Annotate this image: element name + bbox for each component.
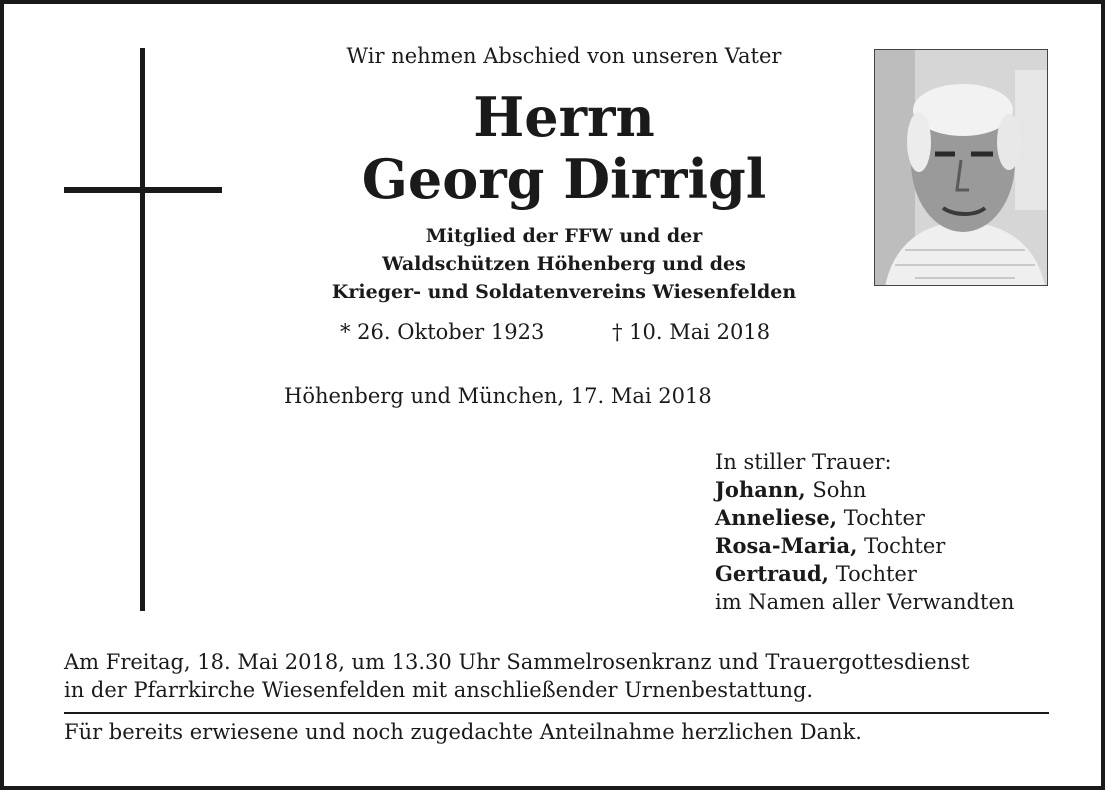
list-item (715, 532, 1014, 560)
deceased-name: Georg Dirrigl (361, 147, 767, 211)
membership-line: Waldschützen Höhenberg und des (382, 253, 746, 275)
membership-line: Mitglied der FFW und der (425, 225, 703, 247)
thanks-text: Für bereits erwiesene und noch zugedachte Anteilnahme herzlichen Dank. (64, 720, 862, 744)
mourner-name: Gertraud, (715, 561, 829, 586)
list-item (715, 504, 1014, 532)
membership-line: Krieger- und Soldatenvereins Wiesenfelden (331, 281, 797, 303)
mourner-relation: Tochter (835, 562, 917, 586)
portrait-photo (874, 49, 1048, 286)
birth-date: * 26. Oktober 1923 (340, 320, 545, 344)
list-item (715, 476, 1014, 504)
intro-text: Wir nehmen Abschied von unseren Vater (346, 44, 782, 68)
death-date: † 10. Mai 2018 (612, 320, 771, 344)
mourners-list (715, 448, 1014, 616)
portrait-icon (875, 50, 1048, 286)
cross-icon-horizontal-bar (64, 187, 222, 193)
service-line: Am Freitag, 18. Mai 2018, um 13.30 Uhr Sammelrosenkranz und Trauergottesdienst (64, 650, 970, 674)
mourning-intro: In stiller Trauer: (715, 450, 892, 474)
place-and-date: Höhenberg und München, 17. Mai 2018 (284, 384, 712, 408)
mourner-relation: Tochter (864, 534, 946, 558)
mourner-name: Anneliese, (715, 505, 838, 530)
funeral-service-info (64, 648, 969, 704)
life-dates (340, 320, 800, 344)
mourner-relation: Tochter (843, 506, 925, 530)
divider (64, 712, 1049, 714)
list-item (715, 560, 1014, 588)
mourner-name: Rosa-Maria, (715, 533, 858, 558)
mourner-relation: Sohn (812, 478, 867, 502)
honorific-title: Herrn (473, 85, 655, 149)
membership-block (274, 222, 854, 306)
mourner-name: Johann, (715, 477, 806, 502)
service-line: in der Pfarrkirche Wiesenfelden mit anschließender Urnenbestattung. (64, 678, 814, 702)
mourning-outro: im Namen aller Verwandten (715, 590, 1015, 614)
cross-icon-vertical-bar (140, 48, 145, 611)
